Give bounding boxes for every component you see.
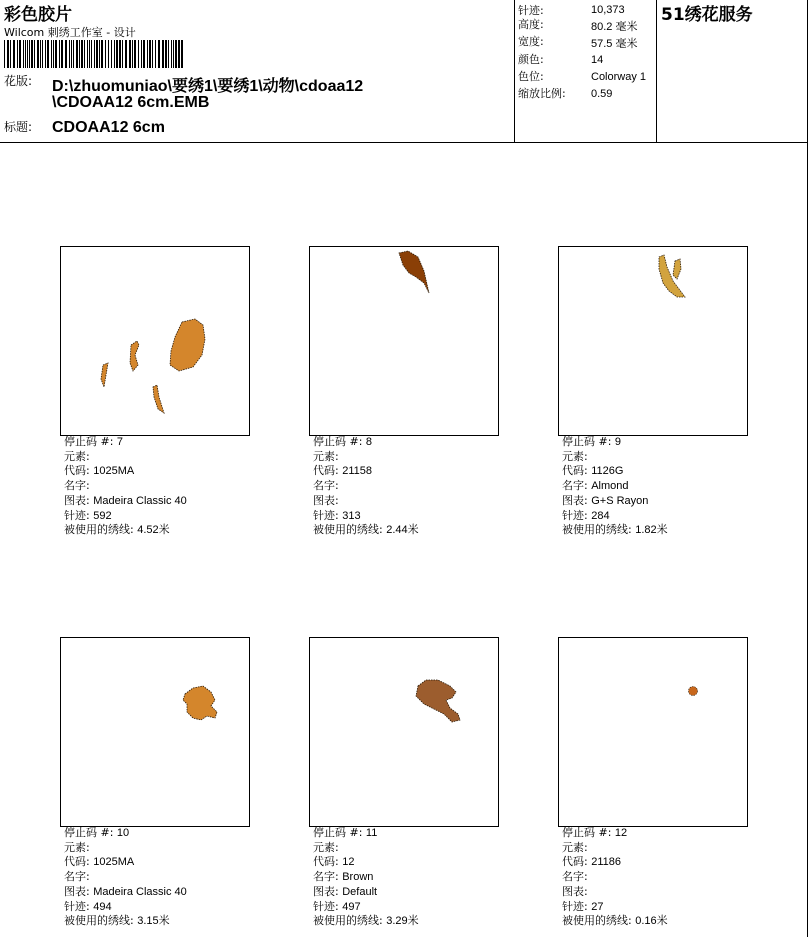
element-label: 元素: <box>562 449 588 463</box>
stat-value-stitches: 10,373 <box>591 4 625 16</box>
stat-label-width: 宽度: <box>518 35 544 48</box>
code-label: 代码: <box>64 464 90 478</box>
name-label: 名字: <box>313 870 339 884</box>
code-value: 12 <box>342 856 355 869</box>
code-label: 代码: <box>313 855 339 869</box>
chart-label: 图表: <box>313 884 339 898</box>
thread-value: 0.16米 <box>635 915 668 928</box>
barcode-bar <box>94 40 95 68</box>
stitch-shape <box>183 686 217 720</box>
stitches-label: 针迹: <box>313 508 339 522</box>
thread-value: 3.29米 <box>386 915 419 928</box>
stitch-shape <box>153 385 164 413</box>
barcode-bar <box>152 40 153 68</box>
stitch-shape <box>101 363 108 387</box>
barcode-bar <box>51 40 52 68</box>
element-label: 元素: <box>562 840 588 854</box>
barcode-bar <box>45 40 46 68</box>
element-row <box>313 841 419 856</box>
stop-code-row <box>313 826 419 841</box>
barcode-bar <box>162 40 164 68</box>
stop-code-label: 停止码 #: <box>64 826 114 839</box>
chart-row <box>562 494 668 509</box>
barcode-bar <box>73 40 74 68</box>
color-preview-box <box>309 637 499 827</box>
barcode-bar <box>108 40 109 68</box>
stitch-shape <box>689 687 698 696</box>
chart-label: 图表: <box>64 493 90 507</box>
color-block-info <box>562 435 668 538</box>
element-label: 元素: <box>313 449 339 463</box>
barcode-bar <box>10 40 11 68</box>
color-preview-box <box>60 637 250 827</box>
design-path-line1: D:\zhuomuniao\要绣1\要绣1\动物\cdoaa12 <box>52 78 364 95</box>
barcode-bar <box>79 40 80 68</box>
code-row <box>64 855 187 870</box>
barcode-bar <box>55 40 57 68</box>
color-block-info <box>313 435 419 538</box>
name-row <box>313 479 419 494</box>
design-path-line2: \CDOAA12 6cm.EMB <box>52 94 210 111</box>
barcode-bar <box>116 40 118 68</box>
stitch-preview <box>61 638 249 826</box>
barcode-bar <box>23 40 24 68</box>
name-value: Almond <box>591 480 629 493</box>
chart-label: 图表: <box>64 884 90 898</box>
barcode-bar <box>84 40 85 68</box>
name-row <box>313 870 419 885</box>
stop-code-value: 11 <box>365 827 378 839</box>
stitches-row <box>562 900 668 915</box>
barcode-bar <box>165 40 167 68</box>
barcode-bar <box>171 40 172 68</box>
thread-label: 被使用的绣线: <box>313 523 383 537</box>
color-preview-box <box>558 246 748 436</box>
stitch-preview <box>559 638 747 826</box>
design-label: 花版: <box>4 74 33 88</box>
stop-code-label: 停止码 #: <box>313 435 363 448</box>
code-value: 1126G <box>591 465 624 478</box>
name-row <box>562 479 668 494</box>
stat-label-colorway: 色位: <box>518 70 544 83</box>
stitches-row <box>313 900 419 915</box>
stitches-value: 497 <box>342 900 361 913</box>
element-row <box>313 450 419 465</box>
stitches-label: 针迹: <box>64 899 90 913</box>
stitch-preview <box>61 247 249 435</box>
stitches-label: 针迹: <box>313 899 339 913</box>
barcode-bar <box>59 40 60 68</box>
stop-code-value: 7 <box>116 436 124 448</box>
code-row <box>313 855 419 870</box>
stop-code-row <box>562 826 668 841</box>
stop-code-label: 停止码 #: <box>64 435 114 448</box>
element-row <box>64 841 187 856</box>
barcode-bar <box>114 40 115 68</box>
thread-label: 被使用的绣线: <box>562 523 632 537</box>
stitch-shape <box>416 680 460 722</box>
thread-value: 1.82米 <box>635 524 668 537</box>
stat-value-height: 80.2 毫米 <box>591 21 638 33</box>
barcode-bar <box>13 40 15 68</box>
software-subtitle: Wilcom 刺绣工作室 - 设计 <box>4 26 136 39</box>
stitches-row <box>313 509 419 524</box>
barcode-bar <box>65 40 67 68</box>
stop-code-row <box>562 435 668 450</box>
stitches-value: 494 <box>93 900 112 913</box>
code-row <box>313 464 419 479</box>
element-label: 元素: <box>313 840 339 854</box>
color-block-info <box>562 826 668 929</box>
stop-code-row <box>64 826 187 841</box>
stitch-preview <box>310 247 498 435</box>
code-label: 代码: <box>313 464 339 478</box>
barcode-bar <box>7 40 9 68</box>
stitch-preview <box>559 247 747 435</box>
barcode-bar <box>81 40 83 68</box>
code-label: 代码: <box>562 464 588 478</box>
header-brand <box>657 0 808 142</box>
thread-label: 被使用的绣线: <box>64 523 134 537</box>
barcode-bar <box>158 40 160 68</box>
barcode-bar <box>17 40 18 68</box>
stitches-row <box>64 509 187 524</box>
barcode-bar <box>37 40 39 68</box>
barcode-bar <box>31 40 33 68</box>
barcode-bar <box>149 40 151 68</box>
stitches-value: 313 <box>342 509 361 522</box>
stitches-value: 284 <box>591 509 610 522</box>
stitches-row <box>562 509 668 524</box>
barcode-bar <box>4 40 5 68</box>
element-row <box>562 450 668 465</box>
thread-value: 4.52米 <box>137 524 170 537</box>
thread-label: 被使用的绣线: <box>313 914 383 928</box>
barcode-bar <box>181 40 183 68</box>
barcode-bar <box>89 40 90 68</box>
barcode-bar <box>138 40 139 68</box>
stat-label-scale: 缩放比例: <box>518 87 566 100</box>
barcode-bar <box>101 40 103 68</box>
barcode-bar <box>143 40 145 68</box>
title-value: CDOAA12 6cm <box>52 119 165 136</box>
stop-code-value: 10 <box>116 827 130 839</box>
chart-label: 图表: <box>562 884 588 898</box>
stat-value-colors: 14 <box>591 54 604 66</box>
stat-value-scale: 0.59 <box>591 88 613 100</box>
stop-code-label: 停止码 #: <box>313 826 363 839</box>
barcode-bar <box>53 40 54 68</box>
element-row <box>562 841 668 856</box>
stop-code-value: 8 <box>365 436 373 448</box>
barcode-image <box>4 40 186 68</box>
color-preview-box <box>558 637 748 827</box>
stop-code-value: 12 <box>614 827 628 839</box>
stitches-row <box>64 900 187 915</box>
name-label: 名字: <box>64 870 90 884</box>
code-value: 21158 <box>342 465 372 478</box>
stop-code-label: 停止码 #: <box>562 435 612 448</box>
element-row <box>64 450 187 465</box>
name-row <box>562 870 668 885</box>
stitches-value: 27 <box>591 900 604 913</box>
chart-value: Default <box>342 885 378 898</box>
chart-value: Madeira Classic 40 <box>93 494 187 507</box>
chart-row <box>64 885 187 900</box>
barcode-bar <box>129 40 131 68</box>
barcode-bar <box>25 40 26 68</box>
color-block-info <box>64 826 187 929</box>
barcode-bar <box>105 40 106 68</box>
barcode-bar <box>122 40 123 68</box>
stitch-preview <box>310 638 498 826</box>
name-row <box>64 870 187 885</box>
name-value: Brown <box>342 871 374 884</box>
header <box>0 0 808 143</box>
thread-row <box>313 523 419 538</box>
color-preview-box <box>60 246 250 436</box>
chart-row <box>313 885 419 900</box>
brand-name: 51绣花服务 <box>661 5 753 25</box>
header-stats <box>515 0 657 142</box>
thread-label: 被使用的绣线: <box>562 914 632 928</box>
barcode-bar <box>96 40 98 68</box>
name-label: 名字: <box>562 479 588 493</box>
chart-row <box>562 885 668 900</box>
stat-label-colors: 颜色: <box>518 53 544 66</box>
element-label: 元素: <box>64 840 90 854</box>
stat-label-stitches: 针迹: <box>518 4 544 17</box>
color-block-info <box>313 826 419 929</box>
stitches-label: 针迹: <box>562 508 588 522</box>
thread-row <box>562 523 668 538</box>
name-label: 名字: <box>562 870 588 884</box>
barcode-bar <box>27 40 28 68</box>
stitches-value: 592 <box>93 509 112 522</box>
stitch-shape <box>673 259 681 279</box>
name-row <box>64 479 187 494</box>
title-label: 标题: <box>4 120 33 134</box>
barcode-bar <box>99 40 100 68</box>
barcode-bar <box>125 40 127 68</box>
chart-label: 图表: <box>313 493 339 507</box>
header-design-info <box>0 0 515 142</box>
stat-value-width: 57.5 毫米 <box>591 38 638 50</box>
barcode-bar <box>87 40 88 68</box>
stat-label-height: 高度: <box>518 18 544 31</box>
stitch-shape <box>659 255 685 297</box>
code-label: 代码: <box>64 855 90 869</box>
stitch-shape <box>130 341 139 371</box>
stop-code-row <box>64 435 187 450</box>
barcode-bar <box>29 40 30 68</box>
barcode-bar <box>111 40 112 68</box>
barcode-bar <box>168 40 169 68</box>
chart-value: G+S Rayon <box>591 494 649 507</box>
barcode-bar <box>42 40 43 68</box>
barcode-bar <box>134 40 136 68</box>
stitch-shape <box>399 251 429 293</box>
code-label: 代码: <box>562 855 588 869</box>
code-value: 21186 <box>591 856 621 869</box>
barcode-bar <box>34 40 35 68</box>
stat-value-colorway: Colorway 1 <box>591 71 647 83</box>
code-row <box>562 855 668 870</box>
code-row <box>562 464 668 479</box>
stitches-label: 针迹: <box>64 508 90 522</box>
barcode-bar <box>19 40 21 68</box>
barcode-bar <box>61 40 63 68</box>
thread-value: 3.15米 <box>137 915 170 928</box>
name-label: 名字: <box>313 479 339 493</box>
stitch-shape <box>170 319 205 371</box>
barcode-bar <box>40 40 41 68</box>
thread-row <box>313 914 419 929</box>
barcode-bar <box>155 40 156 68</box>
barcode-bar <box>71 40 72 68</box>
code-value: 1025MA <box>93 465 135 478</box>
name-label: 名字: <box>64 479 90 493</box>
barcode-bar <box>141 40 142 68</box>
barcode-bar <box>178 40 180 68</box>
color-block-info <box>64 435 187 538</box>
barcode-bar <box>173 40 174 68</box>
thread-row <box>64 914 187 929</box>
stitches-label: 针迹: <box>562 899 588 913</box>
barcode-bar <box>91 40 92 68</box>
barcode-bar <box>119 40 121 68</box>
stop-code-label: 停止码 #: <box>562 826 612 839</box>
thread-row <box>64 523 187 538</box>
barcode-bar <box>76 40 78 68</box>
page-title: 彩色胶片 <box>4 5 72 25</box>
chart-row <box>64 494 187 509</box>
barcode-bar <box>69 40 70 68</box>
chart-value: Madeira Classic 40 <box>93 885 187 898</box>
element-label: 元素: <box>64 449 90 463</box>
code-row <box>64 464 187 479</box>
stop-code-row <box>313 435 419 450</box>
stop-code-value: 9 <box>614 436 622 448</box>
chart-label: 图表: <box>562 493 588 507</box>
thread-label: 被使用的绣线: <box>64 914 134 928</box>
thread-row <box>562 914 668 929</box>
barcode-bar <box>147 40 148 68</box>
thread-value: 2.44米 <box>386 524 419 537</box>
barcode-bar <box>47 40 49 68</box>
chart-row <box>313 494 419 509</box>
color-preview-box <box>309 246 499 436</box>
barcode-bar <box>132 40 133 68</box>
barcode-bar <box>175 40 177 68</box>
code-value: 1025MA <box>93 856 135 869</box>
